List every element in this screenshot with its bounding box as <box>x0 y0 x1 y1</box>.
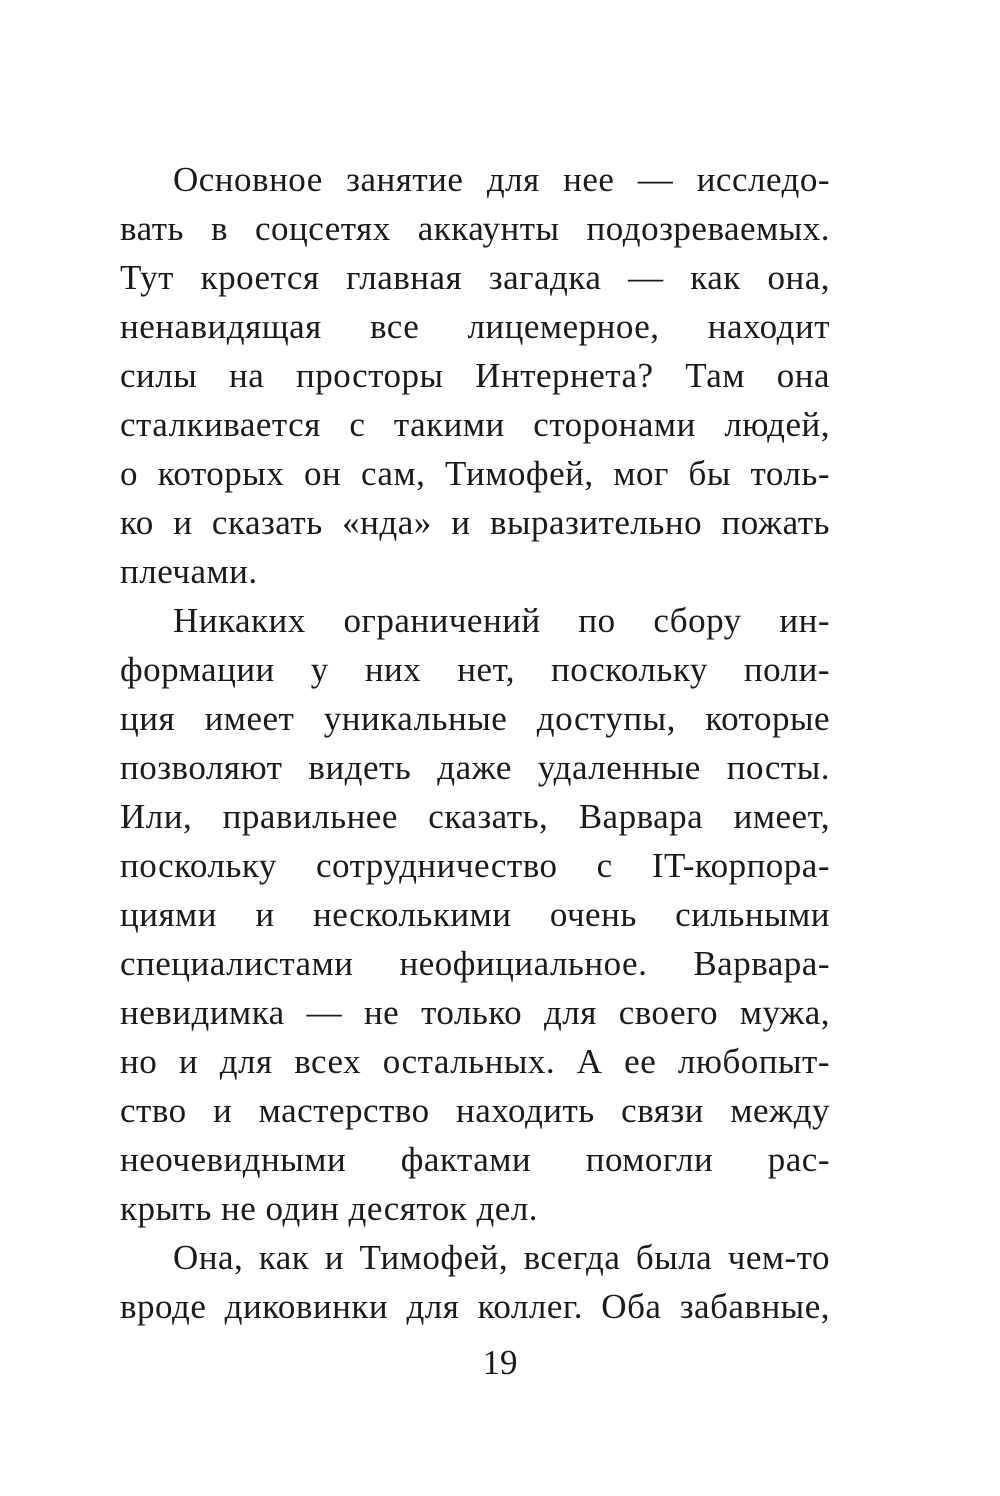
text-line: сталкивается с такими сторонами людей, <box>120 405 830 444</box>
paragraph-1 <box>120 155 830 596</box>
body-text <box>120 155 830 1331</box>
text-line: поскольку сотрудничество с IT-корпора- <box>120 846 830 885</box>
text-line: вать в соцсетях аккаунты подозреваемых. <box>120 209 830 248</box>
text-line: Основное занятие для нее — исследо- <box>173 160 830 199</box>
text-line: неочевидными фактами помогли рас- <box>120 1140 830 1179</box>
text-line: силы на просторы Интернета? Там она <box>120 356 830 395</box>
text-line: ция имеет уникальные доступы, которые <box>120 699 830 738</box>
text-line: ко и сказать «нда» и выразительно пожать <box>120 503 830 542</box>
text-line: Или, правильнее сказать, Варвара имеет, <box>120 797 830 836</box>
text-line: Тут кроется главная загадка — как она, <box>120 258 830 297</box>
text-line: вроде диковинки для коллег. Оба забавные, <box>120 1287 830 1326</box>
text-line: ненавидящая все лицемерное, находит <box>120 307 830 346</box>
text-line: Она, как и Тимофей, всегда была чем-то <box>173 1238 830 1277</box>
text-line: о которых он сам, Тимофей, мог бы толь- <box>120 454 830 493</box>
text-line: плечами. <box>120 552 258 591</box>
page-number: 19 <box>482 1343 518 1382</box>
text-line: позволяют видеть даже удаленные посты. <box>120 748 830 787</box>
text-line: формации у них нет, поскольку поли- <box>120 650 830 689</box>
text-line: крыть не один десяток дел. <box>120 1189 539 1228</box>
text-line: специалистами неофициальное. Варвара- <box>120 944 830 983</box>
text-line: невидимка — не только для своего мужа, <box>120 993 830 1032</box>
paragraph-3 <box>120 1233 830 1331</box>
text-line: но и для всех остальных. А ее любопыт- <box>120 1042 830 1081</box>
text-line: Никаких ограничений по сбору ин- <box>173 601 830 640</box>
text-line: циями и несколькими очень сильными <box>120 895 830 934</box>
paragraph-2 <box>120 596 830 1233</box>
text-line: ство и мастерство находить связи между <box>120 1091 830 1130</box>
